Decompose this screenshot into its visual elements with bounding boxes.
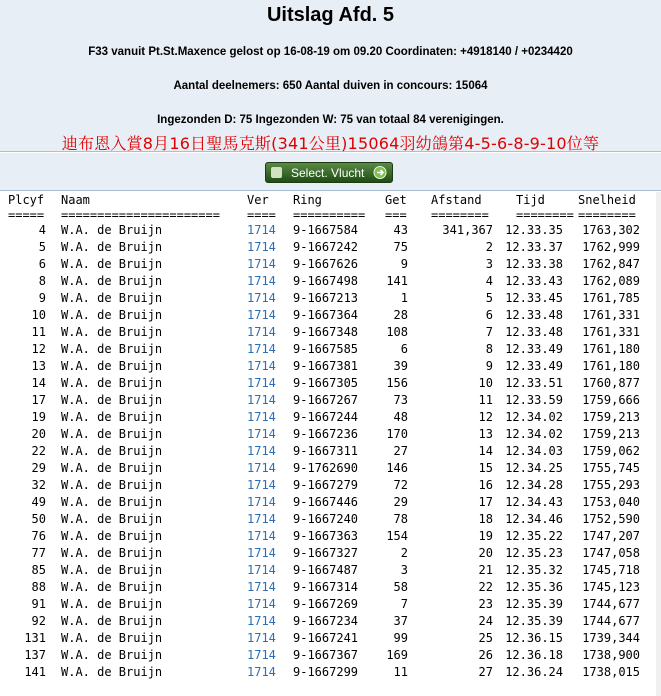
cell-get: 29: [393, 495, 408, 509]
cell-ring: 9-1667446: [293, 495, 359, 509]
cell-snelheid: 1762,999: [582, 240, 640, 254]
cell-plcyf: 14: [31, 376, 46, 390]
cell-tijd: 12.33.59: [505, 393, 563, 407]
column-header-ver: Ver: [247, 193, 269, 207]
chinese-summary: 迪布恩入賞8月16日聖馬克斯(341公里)15064羽幼鴿第4-5-6-8-9-10位等: [61, 134, 600, 153]
cell-snelheid: 1755,745: [582, 461, 640, 475]
cell-ver[interactable]: 1714: [247, 648, 276, 662]
cell-snelheid: 1763,302: [582, 223, 640, 237]
cell-plcyf: 6: [38, 257, 46, 271]
cell-snelheid: 1762,089: [582, 274, 640, 288]
cell-afstand: 18: [478, 512, 493, 526]
cell-snelheid: 1762,847: [582, 257, 640, 271]
separator-ver: ====: [247, 208, 276, 222]
cell-afstand: 16: [478, 478, 493, 492]
cell-plcyf: 32: [31, 478, 46, 492]
cell-get: 37: [393, 614, 408, 628]
cell-tijd: 12.36.24: [505, 665, 563, 679]
cell-snelheid: 1759,666: [582, 393, 640, 407]
cell-plcyf: 19: [31, 410, 46, 424]
cell-naam: W.A. de Bruijn: [61, 393, 163, 407]
cell-afstand: 7: [485, 325, 493, 339]
cell-afstand: 15: [478, 461, 493, 475]
cell-ver[interactable]: 1714: [247, 427, 276, 441]
table-row: [0, 375, 661, 392]
cell-plcyf: 22: [31, 444, 46, 458]
cell-get: 141: [386, 274, 408, 288]
cell-tijd: 12.35.22: [505, 529, 563, 543]
cell-get: 3: [400, 563, 408, 577]
cell-afstand: 8: [485, 342, 493, 356]
cell-plcyf: 4: [38, 223, 46, 237]
table-row: [0, 341, 661, 358]
cell-plcyf: 49: [31, 495, 46, 509]
table-row: [0, 222, 661, 239]
separator-plcyf: =====: [8, 208, 45, 222]
cell-afstand: 13: [478, 427, 493, 441]
cell-plcyf: 76: [31, 529, 46, 543]
cell-afstand: 6: [485, 308, 493, 322]
cell-get: 58: [393, 580, 408, 594]
cell-ver[interactable]: 1714: [247, 376, 276, 390]
cell-tijd: 12.33.49: [505, 359, 563, 373]
table-row: [0, 596, 661, 613]
column-header-naam: Naam: [61, 193, 90, 207]
result-header: [0, 0, 661, 152]
cell-get: 7: [400, 597, 408, 611]
cell-ver[interactable]: 1714: [247, 512, 276, 526]
cell-ver[interactable]: 1714: [247, 240, 276, 254]
cell-ring: 9-1667213: [293, 291, 359, 305]
cell-plcyf: 29: [31, 461, 46, 475]
column-header-plcyf: Plcyf: [8, 193, 45, 207]
flight-info-line: F33 vanuit Pt.St.Maxence gelost op 16-08-19 om 09.20 Coordinaten: +4918140 / +0234420: [88, 46, 573, 58]
cell-afstand: 12: [478, 410, 493, 424]
column-header: [0, 192, 661, 209]
cell-snelheid: 1747,058: [582, 546, 640, 560]
cell-ver[interactable]: 1714: [247, 308, 276, 322]
cell-plcyf: 12: [31, 342, 46, 356]
cell-ver[interactable]: 1714: [247, 597, 276, 611]
table-row: [0, 409, 661, 426]
cell-ver[interactable]: 1714: [247, 614, 276, 628]
table-row: [0, 239, 661, 256]
cell-tijd: 12.35.36: [505, 580, 563, 594]
cell-ver[interactable]: 1714: [247, 665, 276, 679]
cell-ring: 9-1667487: [293, 563, 359, 577]
cell-ring: 9-1667363: [293, 529, 359, 543]
cell-ring: 9-1667279: [293, 478, 359, 492]
cell-afstand: 14: [478, 444, 493, 458]
cell-get: 75: [393, 240, 408, 254]
cell-tijd: 12.35.23: [505, 546, 563, 560]
cell-ring: 9-1667314: [293, 580, 359, 594]
cell-ver[interactable]: 1714: [247, 563, 276, 577]
cell-snelheid: 1755,293: [582, 478, 640, 492]
cell-plcyf: 50: [31, 512, 46, 526]
cell-afstand: 10: [478, 376, 493, 390]
cell-naam: W.A. de Bruijn: [61, 648, 163, 662]
cell-plcyf: 141: [24, 665, 46, 679]
table-row: [0, 273, 661, 290]
separator-snelheid: ========: [578, 208, 636, 222]
cell-plcyf: 137: [24, 648, 46, 662]
cell-tijd: 12.36.18: [505, 648, 563, 662]
cell-afstand: 23: [478, 597, 493, 611]
table-row: [0, 494, 661, 511]
column-header-snelheid: Snelheid: [578, 193, 636, 207]
cell-plcyf: 20: [31, 427, 46, 441]
separator-ring: ==========: [293, 208, 366, 222]
cell-tijd: 12.34.25: [505, 461, 563, 475]
cell-afstand: 19: [478, 529, 493, 543]
cell-get: 72: [393, 478, 408, 492]
cell-get: 169: [386, 648, 408, 662]
cell-ring: 9-1762690: [293, 461, 359, 475]
cell-ver[interactable]: 1714: [247, 546, 276, 560]
select-flight-label: Select. Vlucht: [291, 166, 365, 180]
cell-afstand: 11: [478, 393, 493, 407]
cell-tijd: 12.34.28: [505, 478, 563, 492]
cell-plcyf: 9: [38, 291, 46, 305]
cell-get: 2: [400, 546, 408, 560]
cell-plcyf: 8: [38, 274, 46, 288]
cell-snelheid: 1759,062: [582, 444, 640, 458]
cell-ring: 9-1667240: [293, 512, 359, 526]
cell-naam: W.A. de Bruijn: [61, 546, 163, 560]
cell-afstand: 17: [478, 495, 493, 509]
column-header-afstand: Afstand: [431, 193, 482, 207]
cell-afstand: 341,367: [442, 223, 493, 237]
cell-naam: W.A. de Bruijn: [61, 291, 163, 305]
cell-get: 170: [386, 427, 408, 441]
cell-snelheid: 1747,207: [582, 529, 640, 543]
select-flight-button[interactable]: [265, 162, 393, 183]
cell-plcyf: 17: [31, 393, 46, 407]
table-row: [0, 290, 661, 307]
cell-afstand: 27: [478, 665, 493, 679]
document-icon: [271, 167, 282, 178]
cell-snelheid: 1759,213: [582, 410, 640, 424]
cell-get: 39: [393, 359, 408, 373]
cell-afstand: 5: [485, 291, 493, 305]
cell-get: 108: [386, 325, 408, 339]
cell-naam: W.A. de Bruijn: [61, 563, 163, 577]
table-row: [0, 307, 661, 324]
cell-ver[interactable]: 1714: [247, 478, 276, 492]
cell-get: 154: [386, 529, 408, 543]
cell-tijd: 12.33.35: [505, 223, 563, 237]
cell-afstand: 4: [485, 274, 493, 288]
cell-naam: W.A. de Bruijn: [61, 597, 163, 611]
cell-snelheid: 1745,123: [582, 580, 640, 594]
cell-afstand: 25: [478, 631, 493, 645]
cell-get: 99: [393, 631, 408, 645]
cell-get: 156: [386, 376, 408, 390]
cell-snelheid: 1761,180: [582, 359, 640, 373]
separator-afstand: ========: [431, 208, 489, 222]
cell-tijd: 12.33.51: [505, 376, 563, 390]
cell-ring: 9-1667236: [293, 427, 359, 441]
cell-tijd: 12.33.37: [505, 240, 563, 254]
cell-snelheid: 1761,785: [582, 291, 640, 305]
cell-get: 48: [393, 410, 408, 424]
separator-naam: ======================: [61, 208, 220, 222]
cell-plcyf: 88: [31, 580, 46, 594]
cell-ver[interactable]: 1714: [247, 393, 276, 407]
entries-line: Ingezonden D: 75 Ingezonden W: 75 van totaal 84 verenigingen.: [157, 114, 504, 126]
table-row: [0, 545, 661, 562]
cell-snelheid: 1745,718: [582, 563, 640, 577]
cell-naam: W.A. de Bruijn: [61, 614, 163, 628]
cell-plcyf: 92: [31, 614, 46, 628]
cell-afstand: 2: [485, 240, 493, 254]
separator: [0, 209, 661, 222]
cell-tijd: 12.33.45: [505, 291, 563, 305]
cell-afstand: 26: [478, 648, 493, 662]
cell-snelheid: 1739,344: [582, 631, 640, 645]
results-table: [0, 192, 661, 681]
cell-ring: 9-1667267: [293, 393, 359, 407]
separator-tijd: ========: [516, 208, 574, 222]
cell-naam: W.A. de Bruijn: [61, 240, 163, 254]
cell-tijd: 12.33.48: [505, 308, 563, 322]
cell-ring: 9-1667305: [293, 376, 359, 390]
arrow-right-icon: [373, 166, 387, 179]
cell-ver[interactable]: 1714: [247, 529, 276, 543]
cell-snelheid: 1753,040: [582, 495, 640, 509]
cell-tijd: 12.33.38: [505, 257, 563, 271]
cell-ring: 9-1667585: [293, 342, 359, 356]
cell-tijd: 12.35.39: [505, 597, 563, 611]
cell-ring: 9-1667348: [293, 325, 359, 339]
cell-ring: 9-1667381: [293, 359, 359, 373]
cell-ver[interactable]: 1714: [247, 461, 276, 475]
cell-get: 27: [393, 444, 408, 458]
column-header-get: Get: [385, 193, 407, 207]
cell-plcyf: 11: [31, 325, 46, 339]
table-row: [0, 477, 661, 494]
table-row: [0, 579, 661, 596]
cell-plcyf: 85: [31, 563, 46, 577]
cell-ring: 9-1667269: [293, 597, 359, 611]
cell-naam: W.A. de Bruijn: [61, 580, 163, 594]
cell-snelheid: 1761,331: [582, 308, 640, 322]
cell-snelheid: 1759,213: [582, 427, 640, 441]
cell-ring: 9-1667242: [293, 240, 359, 254]
participants-line: Aantal deelnemers: 650 Aantal duiven in concours: 15064: [173, 80, 488, 92]
page-title: Uitslag Afd. 5: [266, 4, 395, 26]
cell-ver[interactable]: 1714: [247, 291, 276, 305]
cell-plcyf: 131: [24, 631, 46, 645]
scrollbar[interactable]: [656, 192, 661, 696]
table-row: [0, 426, 661, 443]
cell-snelheid: 1744,677: [582, 614, 640, 628]
cell-naam: W.A. de Bruijn: [61, 665, 163, 679]
cell-snelheid: 1761,180: [582, 342, 640, 356]
cell-naam: W.A. de Bruijn: [61, 325, 163, 339]
cell-naam: W.A. de Bruijn: [61, 631, 163, 645]
cell-afstand: 24: [478, 614, 493, 628]
cell-plcyf: 13: [31, 359, 46, 373]
cell-ring: 9-1667299: [293, 665, 359, 679]
cell-ver[interactable]: 1714: [247, 631, 276, 645]
cell-tijd: 12.33.48: [505, 325, 563, 339]
cell-get: 43: [393, 223, 408, 237]
cell-tijd: 12.34.43: [505, 495, 563, 509]
cell-naam: W.A. de Bruijn: [61, 427, 163, 441]
cell-naam: W.A. de Bruijn: [61, 529, 163, 543]
cell-ring: 9-1667498: [293, 274, 359, 288]
separator-get: ===: [385, 208, 407, 222]
table-row: [0, 460, 661, 477]
cell-naam: W.A. de Bruijn: [61, 308, 163, 322]
cell-ring: 9-1667364: [293, 308, 359, 322]
table-row: [0, 256, 661, 273]
cell-tijd: 12.34.02: [505, 410, 563, 424]
cell-ring: 9-1667367: [293, 648, 359, 662]
cell-get: 1: [400, 291, 408, 305]
cell-plcyf: 91: [31, 597, 46, 611]
cell-ver[interactable]: 1714: [247, 580, 276, 594]
cell-naam: W.A. de Bruijn: [61, 512, 163, 526]
cell-get: 9: [400, 257, 408, 271]
cell-naam: W.A. de Bruijn: [61, 342, 163, 356]
cell-get: 28: [393, 308, 408, 322]
column-header-ring: Ring: [293, 193, 322, 207]
cell-snelheid: 1744,677: [582, 597, 640, 611]
cell-tijd: 12.36.15: [505, 631, 563, 645]
table-row: [0, 511, 661, 528]
table-row: [0, 664, 661, 681]
cell-naam: W.A. de Bruijn: [61, 359, 163, 373]
cell-ring: 9-1667241: [293, 631, 359, 645]
cell-snelheid: 1738,900: [582, 648, 640, 662]
cell-naam: W.A. de Bruijn: [61, 410, 163, 424]
cell-ver[interactable]: 1714: [247, 444, 276, 458]
table-row: [0, 392, 661, 409]
cell-snelheid: 1738,015: [582, 665, 640, 679]
column-header-tijd: Tijd: [516, 193, 545, 207]
cell-tijd: 12.33.43: [505, 274, 563, 288]
cell-naam: W.A. de Bruijn: [61, 495, 163, 509]
cell-get: 6: [400, 342, 408, 356]
cell-get: 78: [393, 512, 408, 526]
cell-ring: 9-1667327: [293, 546, 359, 560]
cell-snelheid: 1761,331: [582, 325, 640, 339]
table-row: [0, 647, 661, 664]
cell-get: 73: [393, 393, 408, 407]
table-row: [0, 562, 661, 579]
cell-ver[interactable]: 1714: [247, 257, 276, 271]
cell-naam: W.A. de Bruijn: [61, 223, 163, 237]
cell-naam: W.A. de Bruijn: [61, 461, 163, 475]
cell-ver[interactable]: 1714: [247, 274, 276, 288]
cell-ring: 9-1667584: [293, 223, 359, 237]
cell-afstand: 22: [478, 580, 493, 594]
cell-plcyf: 5: [38, 240, 46, 254]
cell-ver[interactable]: 1714: [247, 325, 276, 339]
cell-plcyf: 77: [31, 546, 46, 560]
cell-get: 146: [386, 461, 408, 475]
cell-snelheid: 1752,590: [582, 512, 640, 526]
cell-snelheid: 1760,877: [582, 376, 640, 390]
cell-naam: W.A. de Bruijn: [61, 376, 163, 390]
table-row: [0, 630, 661, 647]
cell-afstand: 20: [478, 546, 493, 560]
cell-plcyf: 10: [31, 308, 46, 322]
button-bar: [0, 153, 661, 191]
cell-naam: W.A. de Bruijn: [61, 274, 163, 288]
cell-tijd: 12.34.02: [505, 427, 563, 441]
table-row: [0, 613, 661, 630]
table-row: [0, 324, 661, 341]
cell-ver[interactable]: 1714: [247, 223, 276, 237]
cell-tijd: 12.34.03: [505, 444, 563, 458]
cell-ver[interactable]: 1714: [247, 410, 276, 424]
table-row: [0, 443, 661, 460]
cell-ver[interactable]: 1714: [247, 495, 276, 509]
cell-afstand: 3: [485, 257, 493, 271]
cell-ver[interactable]: 1714: [247, 359, 276, 373]
cell-ring: 9-1667234: [293, 614, 359, 628]
cell-ring: 9-1667626: [293, 257, 359, 271]
table-row: [0, 358, 661, 375]
cell-tijd: 12.34.46: [505, 512, 563, 526]
table-row: [0, 528, 661, 545]
cell-afstand: 9: [485, 359, 493, 373]
cell-get: 11: [393, 665, 408, 679]
cell-afstand: 21: [478, 563, 493, 577]
cell-tijd: 12.35.32: [505, 563, 563, 577]
cell-naam: W.A. de Bruijn: [61, 444, 163, 458]
cell-ver[interactable]: 1714: [247, 342, 276, 356]
cell-ring: 9-1667244: [293, 410, 359, 424]
cell-tijd: 12.35.39: [505, 614, 563, 628]
cell-naam: W.A. de Bruijn: [61, 257, 163, 271]
cell-naam: W.A. de Bruijn: [61, 478, 163, 492]
cell-tijd: 12.33.49: [505, 342, 563, 356]
cell-ring: 9-1667311: [293, 444, 359, 458]
